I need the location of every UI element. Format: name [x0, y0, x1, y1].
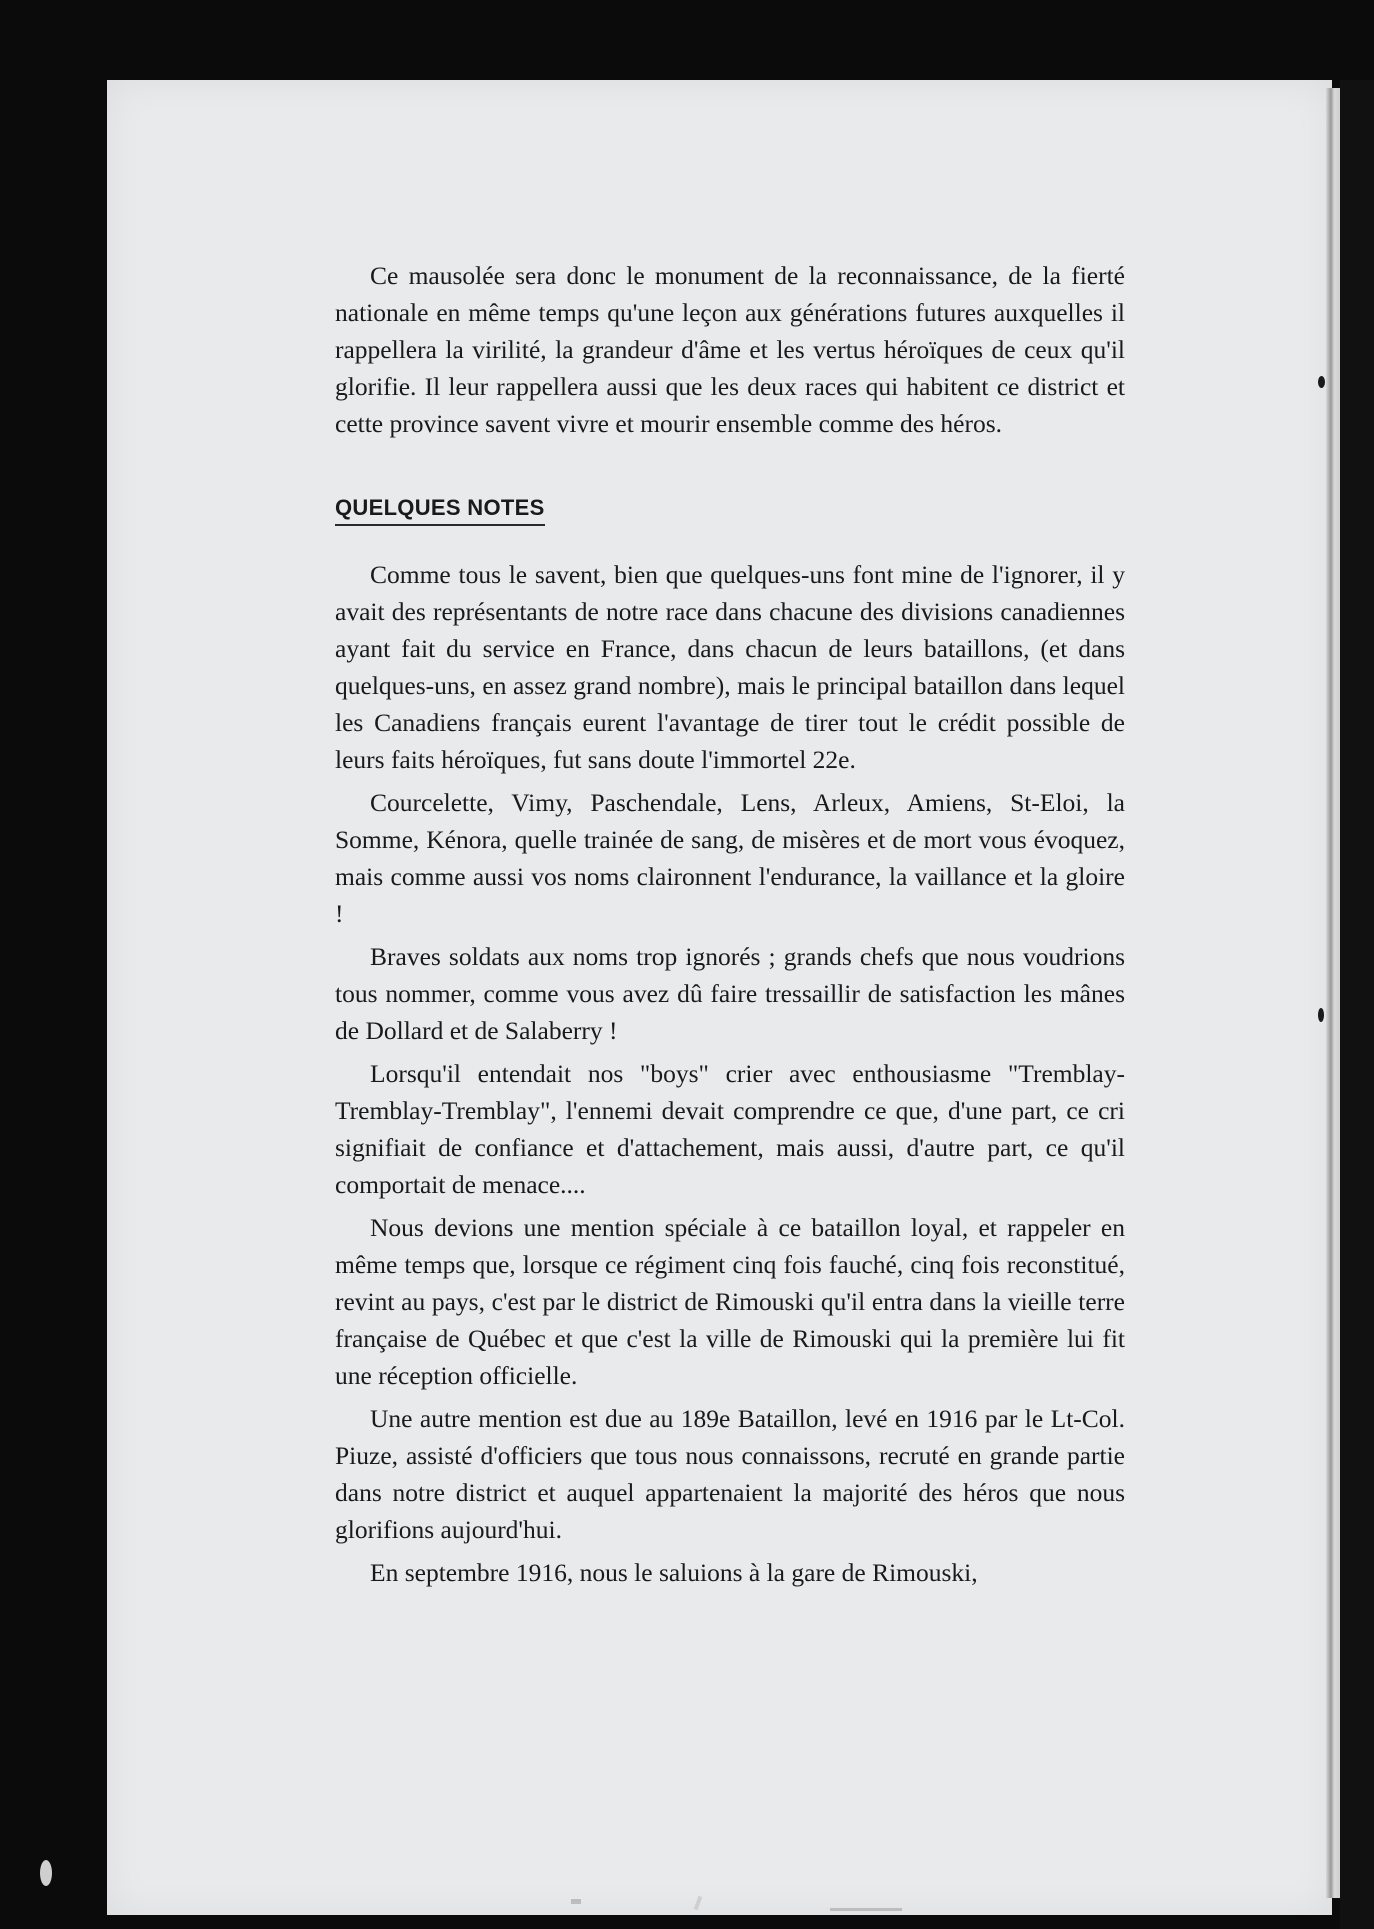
paragraph: Comme tous le savent, bien que quelques-uns font mine de l'ignorer, il y avait des représentants de notre race dans chacune des divisions canadiennes ayant fait du service en France, dans chacun de leurs bataillons, (et dans quelques-uns, en assez grand nombre), mais le principal bataillon dans lequel les Canadiens français eurent l'avantage de tirer tout le crédit possible de leurs faits héroïques, fut sans doute l'immortel 22e. — [335, 560, 1125, 774]
scan-speck — [830, 1908, 902, 1911]
paragraph: En septembre 1916, nous le saluions à la gare de Rimouski, — [370, 1558, 978, 1587]
document-body — [335, 257, 1125, 1597]
scan-speck — [1318, 376, 1325, 388]
scan-speck — [571, 1899, 581, 1904]
paragraph: Ce mausolée sera donc le monument de la reconnaissance, de la fierté nationale en même temps qu'une leçon aux générations futures auxquelles il rappellera la virilité, la grandeur d'âme et les vertus héroïques de ceux qu'il glorifie. Il leur rappellera aussi que les deux races qui habitent ce district et cette province savent vivre et mourir ensemble comme des héros. — [335, 261, 1125, 438]
paragraph: Courcelette, Vimy, Paschendale, Lens, Arleux, Amiens, St-Eloi, la Somme, Kénora, quelle trainée de sang, de misères et de mort vous évoquez, mais comme aussi vos noms claironnent l'endurance, la vaillance et la gloire ! — [335, 788, 1125, 928]
paragraph: Braves soldats aux noms trop ignorés ; grands chefs que nous voudrions tous nommer, comme vous avez dû faire tressaillir de satisfaction les mânes de Dollard et de Salaberry ! — [335, 942, 1125, 1045]
scan-speck — [40, 1860, 52, 1886]
page-binding-edge — [1326, 88, 1340, 1898]
paragraph: Lorsqu'il entendait nos "boys" crier avec enthousiasme "Tremblay-Tremblay-Tremblay", l'ennemi devait comprendre ce que, d'une part, ce cri signifiait de confiance et d'attachement, mais aussi, d'autre part, ce qu'il comportait de menace.... — [335, 1059, 1125, 1199]
paragraph: Nous devions une mention spéciale à ce bataillon loyal, et rappeler en même temps que, lorsque ce régiment cinq fois fauché, cinq fois reconstitué, revint au pays, c'est par le district de Rimouski qu'il entra dans la vieille terre française de Québec et que c'est la ville de Rimouski qui la première lui fit une réception officielle. — [335, 1213, 1125, 1390]
section-heading: QUELQUES NOTES — [335, 494, 545, 526]
scan-speck — [1318, 1008, 1324, 1022]
scan-border-right — [1340, 80, 1374, 1929]
paragraph: Une autre mention est due au 189e Bataillon, levé en 1916 par le Lt-Col. Piuze, assisté d'officiers que tous nous connaissons, recruté en grande partie dans notre district et auquel appartenaient la majorité des héros que nous glorifions aujourd'hui. — [335, 1404, 1125, 1544]
